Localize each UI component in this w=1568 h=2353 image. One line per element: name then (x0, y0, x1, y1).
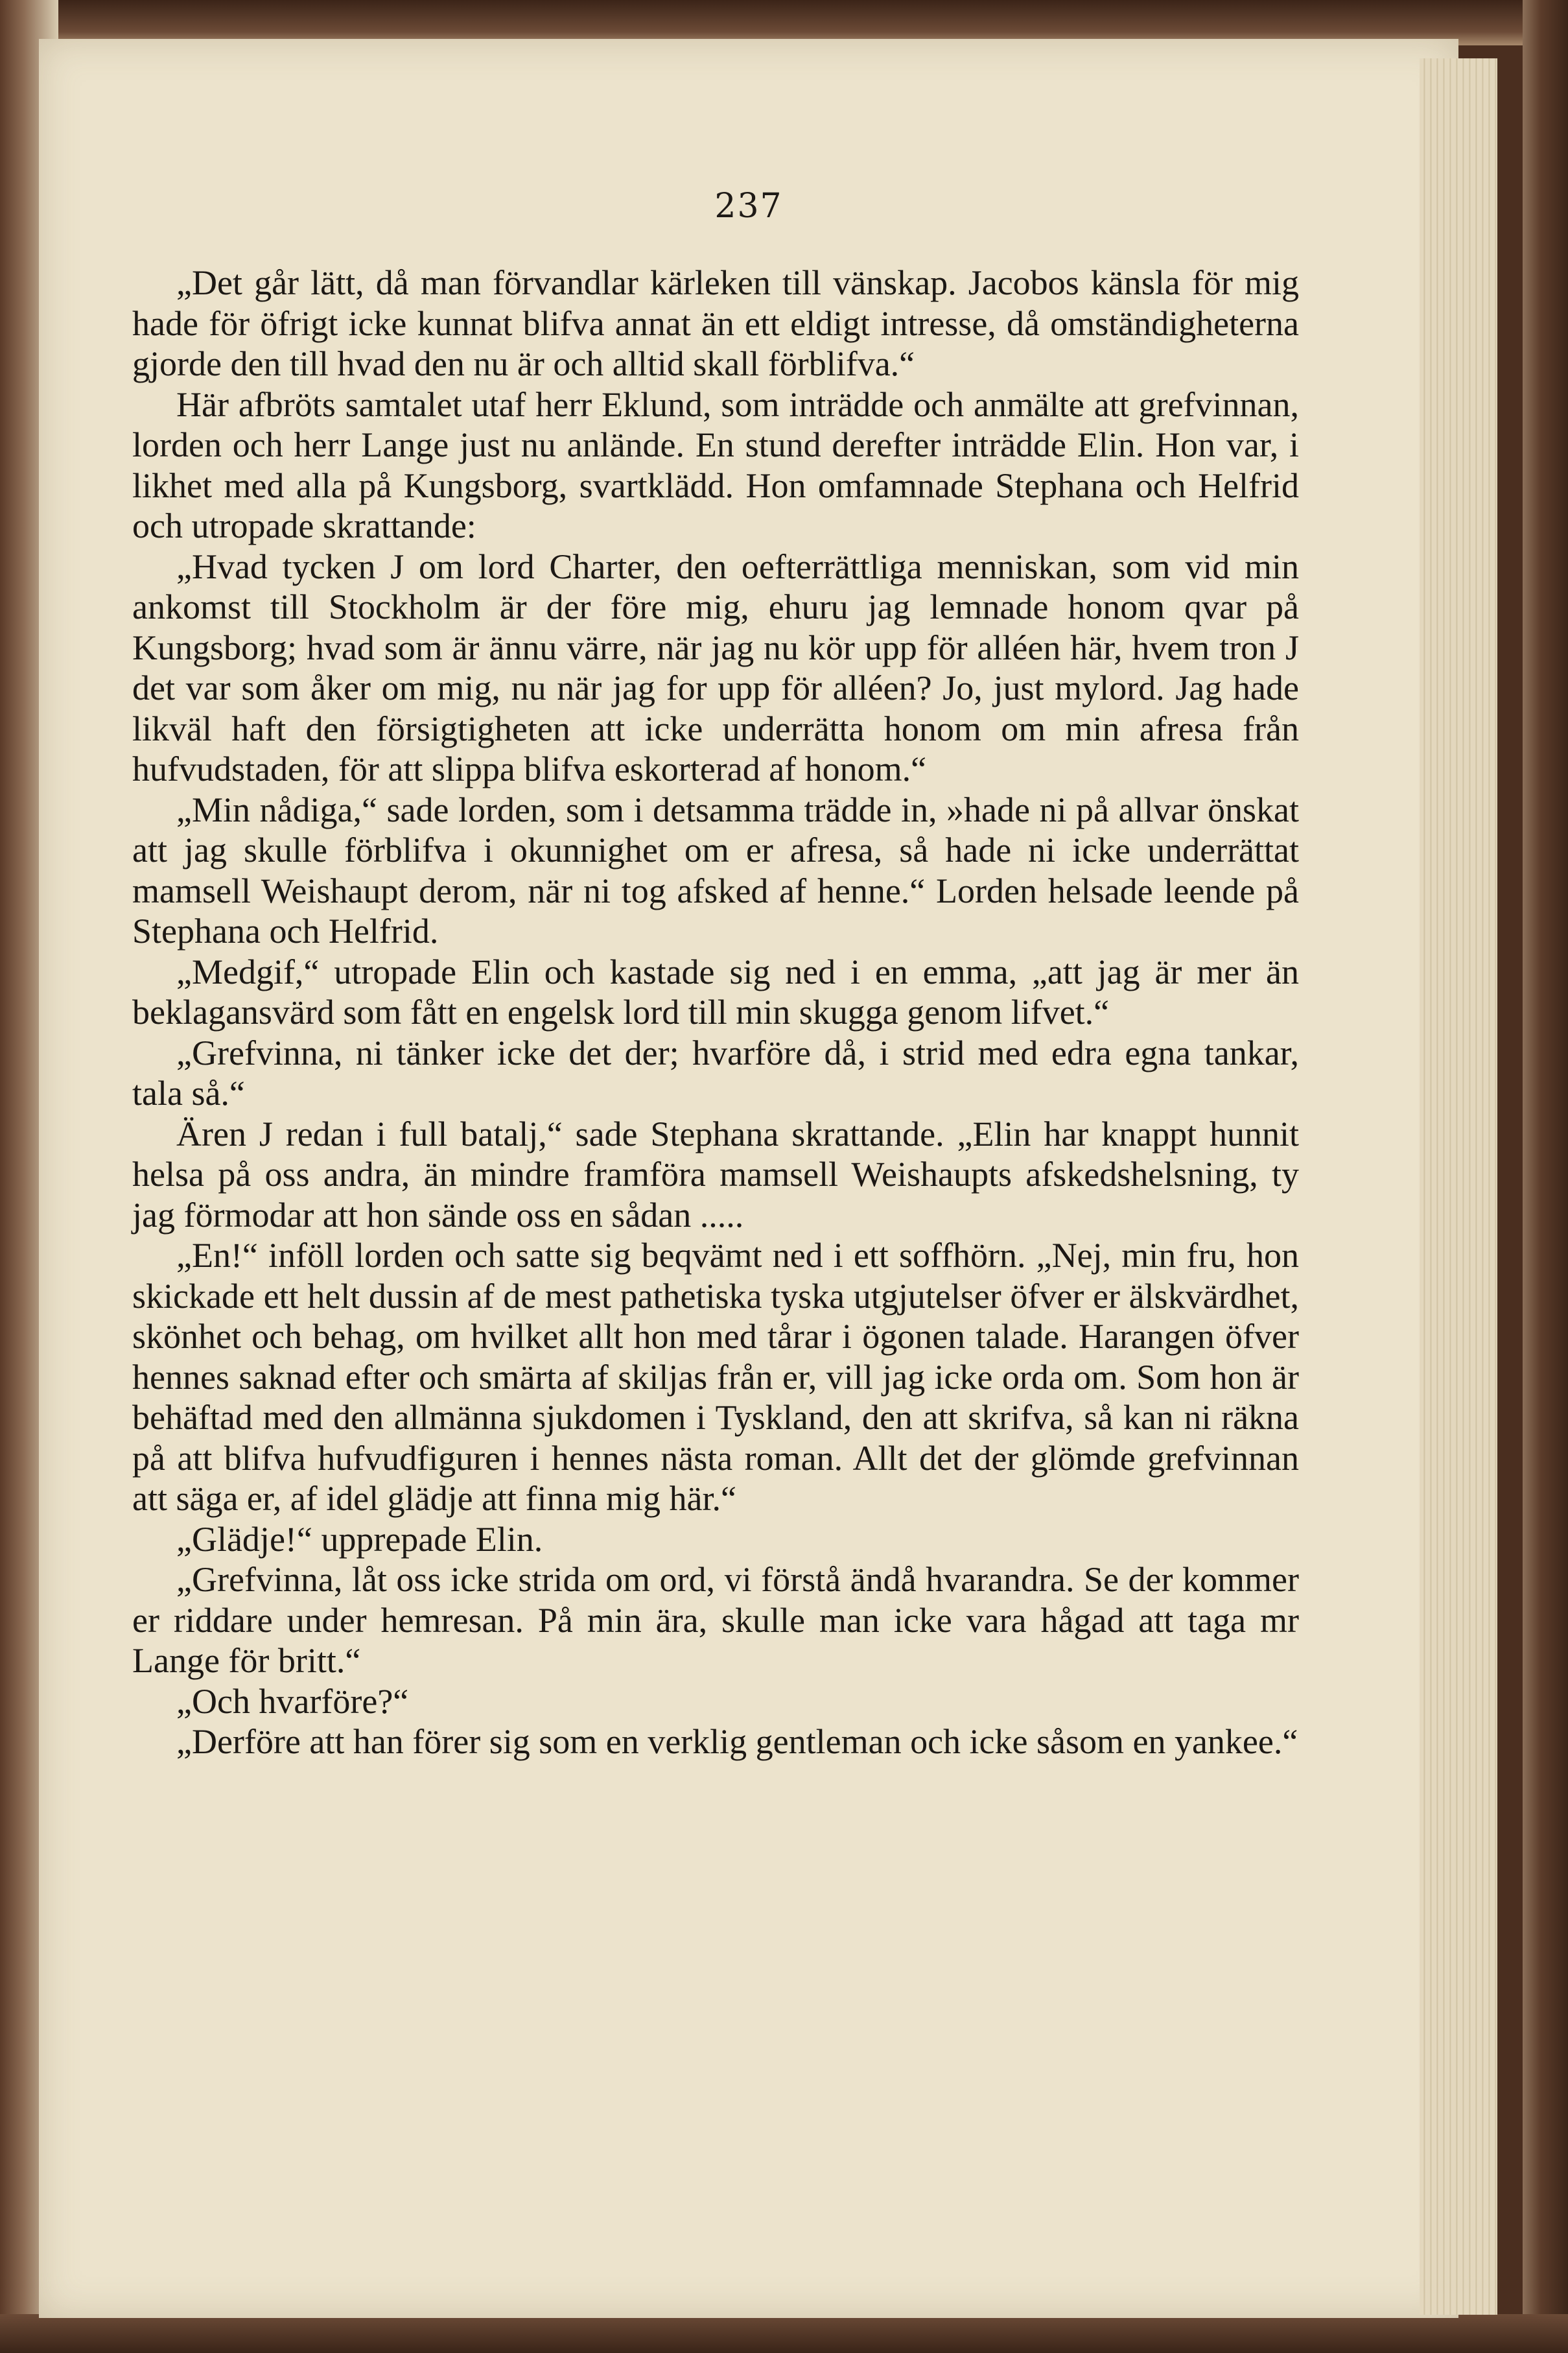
paragraph: „Hvad tycken J om lord Charter, den oefterrättliga menniskan, som vid min ankomst till Stockholm är der före mig, ehuru jag lemnade honom qvar på Kungsborg; hvad som är ännu värre, när jag nu kör upp för alléen här, hvem tron J det var som åker om mig, nu när jag for upp för alléen? Jo, just mylord. Jag hade likväl haft den försigtigheten att icke underrätta honom om min afresa från hufvudstaden, för att slippa blifva eskorterad af honom.“ (132, 547, 1299, 788)
stacked-page-edges (1420, 58, 1497, 2315)
paragraph: Ären J redan i full batalj,“ sade Stephana skrattande. „Elin har knappt hunnit helsa på oss andra, än mindre framföra mamsell Weishaupts afskedshelsning, ty jag förmodar att hon sände oss en sådan ..... (132, 1114, 1299, 1235)
paragraph: „Min nådiga,“ sade lorden, som i detsamma trädde in, »hade ni på allvar önskat att jag skulle förblifva i okunnighet om er afresa, så hade ni icke underrättat mamsell Weishaupt derom, när ni tog afsked af henne.“ Lorden helsade leende på Stephana och Helfrid. (132, 790, 1299, 951)
paragraph: „Medgif,“ utropade Elin och kastade sig ned i en emma, „att jag är mer än beklagansvärd som fått en engelsk lord till min skugga genom lifvet.“ (132, 952, 1299, 1032)
paragraph: „En!“ inföll lorden och satte sig beqvämt ned i ett soffhörn. „Nej, min fru, hon skickade ett helt dussin af de mest pathetiska tyska utgjutelser öfver er älskvärdhet, skönhet och behag, om hvilket allt hon med tårar i ögonen talade. Harangen öfver hennes saknad efter och smärta af skiljas från er, vill jag icke orda om. Som hon är behäftad med den allmänna sjukdomen i Tyskland, den att skrifva, så kan ni räkna på att blifva hufvudfiguren i hennes nästa roman. Allt det der glömde grefvinnan att säga er, af idel glädje att finna mig här.“ (132, 1236, 1299, 1518)
paragraph: „Grefvinna, ni tänker icke det der; hvarföre då, i strid med edra egna tankar, tala så.“ (132, 1033, 1299, 1113)
book-cover-right-edge (1523, 0, 1568, 2353)
book-cover-bottom-edge (0, 2314, 1568, 2353)
paragraph: „Och hvarföre?“ (176, 1681, 409, 1721)
paragraph: „Grefvinna, låt oss icke strida om ord, vi förstå ändå hvarandra. Se der kommer er riddare under hemresan. På min ära, skulle man icke vara hågad att taga mr Lange för britt.“ (132, 1560, 1299, 1680)
paragraph: „Det går lätt, då man förvandlar kärleken till vänskap. Jacobos känsla för mig hade för öfrigt icke kunnat blifva annat än ett eldigt intresse, då omständigheterna gjorde den till hvad den nu är och alltid skall förblifva.“ (132, 263, 1299, 383)
paragraph: Här afbröts samtalet utaf herr Eklund, som inträdde och anmälte att grefvinnan, lorden och herr Lange just nu anlände. En stund derefter inträdde Elin. Hon var, i likhet med alla på Kungsborg, svartklädd. Hon omfamnade Stephana och Helfrid och utropade skrattande: (132, 384, 1299, 545)
body-text (132, 263, 1299, 1762)
page-sheet (39, 39, 1458, 2318)
paragraph: „Glädje!“ upprepade Elin. (176, 1519, 543, 1559)
page-number: 237 (714, 187, 783, 226)
paragraph: „Derföre att han förer sig som en verklig gentleman och icke såsom en yankee.“ (176, 1722, 1298, 1761)
